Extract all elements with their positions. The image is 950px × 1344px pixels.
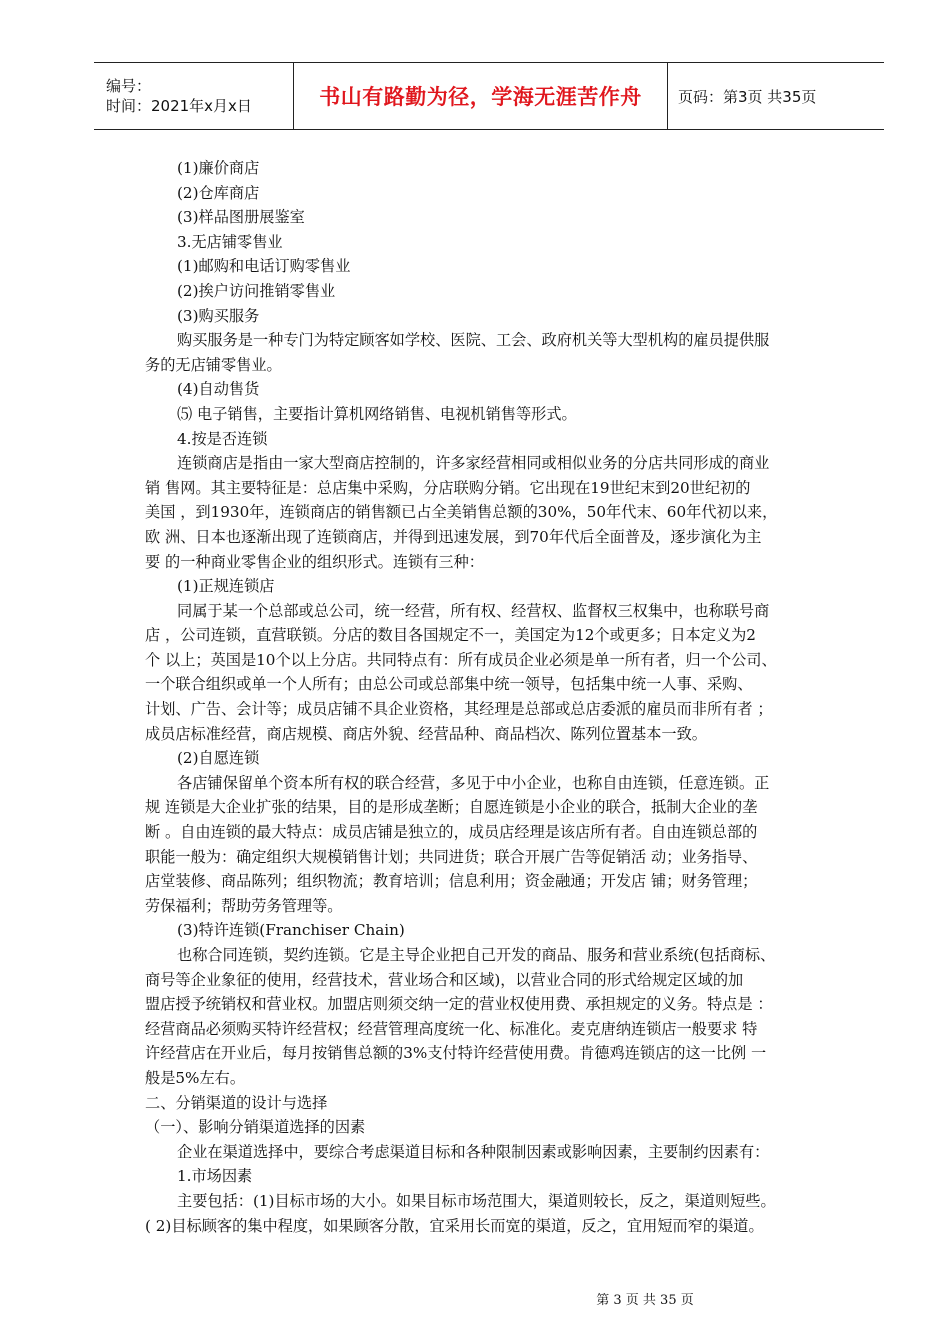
body-line: (2)自愿连锁 [177,749,260,768]
body-line: 经营商品必须购买特许经营权；经营管理高度统一化、标准化。麦克唐纳连锁店一般要求 特 [145,1019,758,1038]
body-line: 二、分销渠道的设计与选择 [145,1093,328,1112]
body-line: 销 售网。其主要特征是：总店集中采购，分店联购分销。它出现在19世纪末到20世纪初的 [145,478,751,497]
body-line: 企业在渠道选择中，要综合考虑渠道目标和各种限制因素或影响因素，主要制约因素有： [177,1142,770,1161]
body-line: 规 连锁是大企业扩张的结果，目的是形成垄断；自愿连锁是小企业的联合，抵制大企业的垄 [145,798,758,817]
body-line: 断 。自由连锁的最大特点：成员店铺是独立的，成员店经理是该店所有者。自由连锁总部的 [145,823,758,842]
body-line: 3.无店铺零售业 [177,232,283,251]
body-line: 也称合同连锁，契约连锁。它是主导企业把自己开发的商品、服务和营业系统(包括商标、 [177,946,776,964]
body-line: 主要包括：(1)目标市场的大小。如果目标市场范围大，渠道则较长，反之，渠道则短些。 [177,1191,776,1210]
body-line: (3)特许连锁(Franchiser Chain) [177,921,405,940]
body-line: 美国 ，到1930年，连锁商店的销售额已占全美销售总额的30%，50年代末、60年代初以来， [145,503,778,522]
body-line: 要 的一种商业零售企业的组织形式。连锁有三种： [145,552,484,571]
page-footer [0,1289,950,1308]
header-meta [94,63,294,129]
body-line: 般是5%左右。 [145,1068,246,1087]
body-line: 职能一般为：确定组织大规模销售计划；共同进货；联合开展广告等促销活 动；业务指导、 [145,847,758,866]
header-page-cell [668,63,884,129]
body-line: 商号等企业象征的使用，经营技术，营业场合和区域)，以营业合同的形式给规定区域的加 [145,970,744,989]
body-line: (4)自动售货 [177,380,260,399]
body-line: 4.按是否连锁 [177,429,268,448]
header-motto: 书山有路勤为径，学海无涯苦作舟 [319,85,642,109]
header-page-label: 页码：第3页 共35页 [678,87,817,106]
body-line: 盟店授予统销权和营业权。加盟店则须交纳一定的营业权使用费、承担规定的义务。特点是 ： [145,995,773,1014]
body-line: 成员店标准经营，商店规模、商店外貌、经营品种、商品档次、陈列位置基本一致。 [145,724,707,743]
body-line: 一个联合组织或单一个人所有；由总公司或总部集中统一领导，包括集中统一人事、采购、 [145,675,753,694]
body-line: (1)廉价商店 [177,159,260,177]
body-line: (2)挨户访问推销零售业 [177,281,336,300]
body-line: 同属于某一个总部或总公司，统一经营，所有权、经营权、监督权三权集中，也称联号商 [177,601,770,620]
body-line: 店堂装修、商品陈列；组织物流；教育培训；信息利用；资金融通；开发店 铺；财务管理； [145,872,758,891]
body-line: 个 以上；英国是10个以上分店。共同特点有：所有成员企业必须是单一所有者，归一个公司、 [145,650,777,669]
body-line: (3)样品图册展鉴室 [177,208,305,227]
body-line: 购买服务是一种专门为特定顾客如学校、医院、工会、政府机关等大型机构的雇员提供服 [177,331,770,350]
body-line: 欧 洲、日本也逐渐出现了连锁商店，并得到迅速发展，到70年代后全面普及，逐步演化为主 [145,527,762,546]
body-line: ⑸ 电子销售，主要指计算机网络销售、电视机销售等形式。 [177,404,577,423]
header-time-label: 时间：2021年x月x日 [106,97,252,115]
body-line: （一）、影响分销渠道选择的因素 [145,1118,366,1137]
header-number-label: 编号： [106,77,152,95]
body-line: 许经营店在开业后，每月按销售总额的3%支付特许经营使用费。肯德鸡连锁店的这一比例 一 [145,1044,767,1063]
body-line: 店 ，公司连锁，直营联锁。分店的数目各国规定不一，美国定为12个或更多；日本定义为2 [145,626,756,645]
body-line: (2)仓库商店 [177,183,260,202]
body-line: 务的无店铺零售业。 [145,355,282,374]
body-line: 1.市场因素 [177,1167,253,1186]
body-line: (1)邮购和电话订购零售业 [177,257,351,276]
body-line: (1)正规连锁店 [177,577,275,596]
body-line: (3)购买服务 [177,306,260,325]
page-header [94,62,884,130]
body-line: 计划、广告、会计等；成员店铺不具企业资格，其经理是总部或总店委派的雇员而非所有者 ； [145,700,773,719]
footer-page-number: 第 3 页 共 35 页 [596,1293,694,1308]
header-motto-cell [294,63,668,129]
body-line: ( 2)目标顾客的集中程度，如果顾客分散，宜采用长而宽的渠道，反之，宜用短而窄的渠道。 [145,1216,764,1235]
document-body [145,156,845,1238]
body-line: 劳保福利；帮助劳务管理等。 [145,896,343,915]
body-line: 各店铺保留单个资本所有权的联合经营，多见于中小企业，也称自由连锁，任意连锁。正 [177,773,770,792]
body-line: 连锁商店是指由一家大型商店控制的，许多家经营相同或相似业务的分店共同形成的商业 [177,454,770,473]
